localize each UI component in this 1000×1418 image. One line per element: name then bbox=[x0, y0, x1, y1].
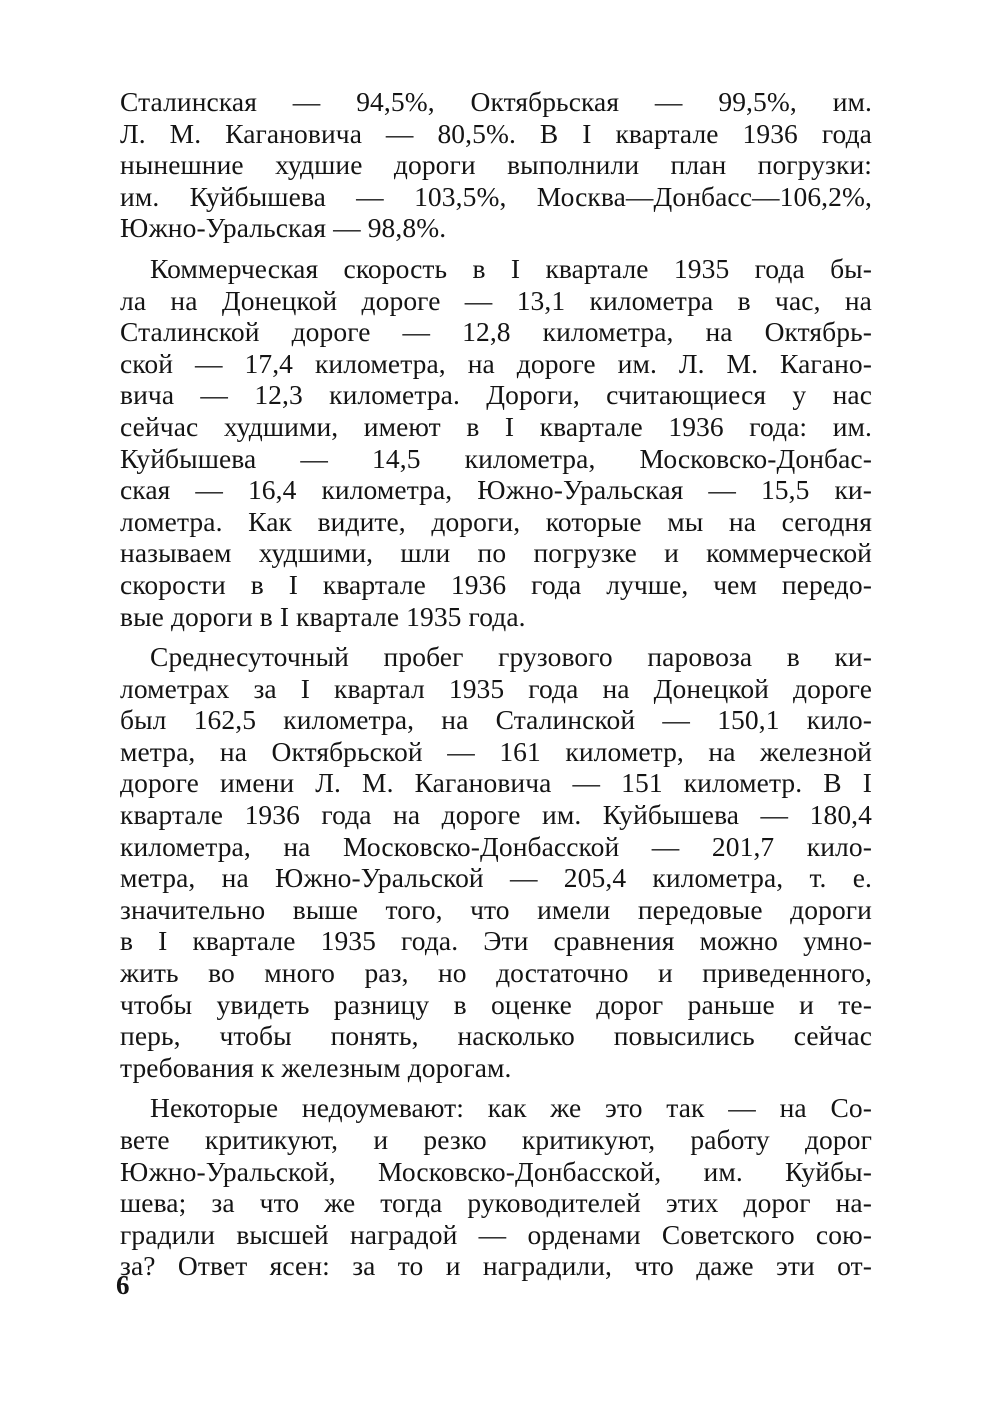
text-line: за? Ответ ясен: за то и наградили, что даже эти от- bbox=[120, 1250, 872, 1282]
body-text bbox=[120, 86, 872, 1282]
text-line: Южно-Уральской, Московско-Донбасской, им. Куйбы- bbox=[120, 1155, 872, 1187]
text-line: требования к железным дорогам. bbox=[120, 1051, 512, 1083]
text-line: шева; за что же тогда руководителей этих дорог на- bbox=[120, 1187, 872, 1219]
paragraph bbox=[120, 86, 872, 244]
text-line: Сталинская — 94,5%, Октябрьская — 99,5%, им. bbox=[120, 86, 872, 117]
text-line: квартале 1936 года на дороге им. Куйбышева — 180,4 bbox=[120, 799, 872, 831]
paragraph bbox=[120, 1092, 872, 1282]
text-line: значительно выше того, что имели передовые дороги bbox=[120, 893, 872, 925]
text-line: метра, на Октябрьской — 161 километр, на железной bbox=[120, 735, 872, 767]
text-line: сейчас худшими, имеют в I квартале 1936 года: им. bbox=[120, 410, 872, 442]
text-line: скорости в I квартале 1936 года лучше, чем передо- bbox=[120, 568, 872, 600]
text-line: дороге имени Л. М. Кагановича — 151 километр. В I bbox=[120, 767, 872, 799]
text-line: Южно-Уральская — 98,8%. bbox=[120, 212, 447, 244]
text-line: ской — 17,4 километра, на дороге им. Л. М. Кагано- bbox=[120, 347, 872, 379]
text-line: был 162,5 километра, на Сталинской — 150,1 кило- bbox=[120, 704, 872, 736]
text-line: называем худшими, шли по погрузке и коммерческой bbox=[120, 537, 872, 569]
text-line: вые дороги в I квартале 1935 года. bbox=[120, 600, 526, 632]
text-line: им. Куйбышева — 103,5%, Москва—Донбасс—106,2%, bbox=[120, 180, 872, 212]
text-line: километра, на Московско-Донбасской — 201,7 кило- bbox=[120, 830, 872, 862]
text-line: вича — 12,3 километра. Дороги, считающиеся у нас bbox=[120, 379, 872, 411]
text-line: перь, чтобы понять, насколько повысились сейчас bbox=[120, 1020, 872, 1052]
text-line: метра, на Южно-Уральской — 205,4 километра, т. е. bbox=[120, 862, 872, 894]
text-line: вете критикуют, и резко критикуют, работу дорог bbox=[120, 1124, 872, 1155]
paragraph bbox=[120, 253, 872, 632]
text-line: Среднесуточный пробег грузового паровоза в ки- bbox=[150, 641, 872, 673]
text-line: жить во много раз, но достаточно и приведенного, bbox=[120, 957, 872, 989]
text-line: Куйбышева — 14,5 километра, Московско-Донбас- bbox=[120, 442, 872, 474]
text-line: Коммерческая скорость в I квартале 1935 года бы- bbox=[150, 252, 872, 284]
text-line: ла на Донецкой дороге — 13,1 километра в час, на bbox=[120, 284, 872, 316]
text-line: Л. М. Кагановича — 80,5%. В I квартале 1936 года bbox=[120, 117, 872, 149]
text-line: лометрах за I квартал 1935 года на Донецкой дороге bbox=[120, 672, 872, 704]
text-line: в I квартале 1935 года. Эти сравнения можно умно- bbox=[120, 925, 872, 957]
text-line: Сталинской дороге — 12,8 километра, на Октябрь- bbox=[120, 316, 872, 348]
paragraph bbox=[120, 641, 872, 1083]
text-line: нынешние худшие дороги выполнили план погрузки: bbox=[120, 149, 872, 181]
page-number: 6 bbox=[116, 1270, 130, 1300]
text-line: ская — 16,4 километра, Южно-Уральская — 15,5 ки- bbox=[120, 474, 872, 506]
text-line: градили высшей наградой — орденами Советского сою- bbox=[120, 1218, 872, 1250]
text-line: чтобы увидеть разницу в оценке дорог раньше и те- bbox=[120, 988, 872, 1020]
text-line: Некоторые недоумевают: как же это так — на Со- bbox=[150, 1092, 872, 1124]
text-line: лометра. Как видите, дороги, которые мы на сегодня bbox=[120, 505, 872, 537]
